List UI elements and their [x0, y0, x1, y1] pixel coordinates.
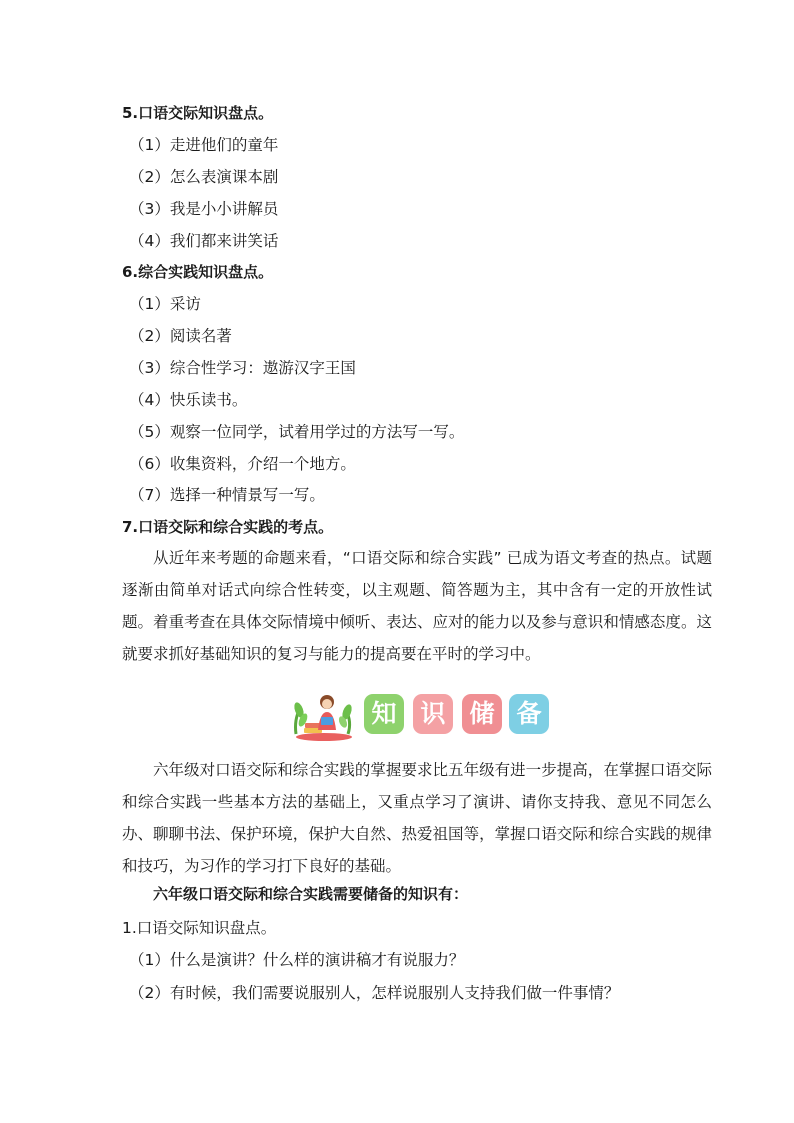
list-item: （3）综合性学习：遨游汉字王国 — [129, 359, 356, 377]
reading-girl-icon — [290, 690, 358, 742]
section5-heading: 5.口语交际知识盘点。 — [122, 104, 274, 122]
list-item: （2）阅读名著 — [129, 327, 232, 345]
section6-heading: 6.综合实践知识盘点。 — [122, 263, 274, 281]
banner-char-chu: 储 — [462, 694, 502, 734]
list-item: （4）我们都来讲笑话 — [129, 232, 279, 250]
intro-paragraph: 六年级对口语交际和综合实践的掌握要求比五年级有进一步提高，在掌握口语交际和综合实践一些基本方法的基础上，又重点学习了演讲、请你支持我、意见不同怎么办、聊聊书法、保护环境，保护大自然、热爱祖国等，掌握口语交际和综合实践的规律和技巧，为习作的学习打下良好的基础。 — [122, 761, 712, 875]
list-item: （6）收集资料，介绍一个地方。 — [129, 455, 356, 473]
intro-bold-line: 六年级口语交际和综合实践需要储备的知识有： — [153, 885, 469, 903]
list-item: （1）采访 — [129, 295, 201, 313]
banner-char-zhi: 知 — [364, 694, 404, 734]
knowledge-banner — [290, 688, 552, 744]
list-item: （2）有时候，我们需要说服别人，怎样说服别人支持我们做一件事情？ — [129, 984, 620, 1002]
section7-paragraph: 从近年来考题的命题来看，“口语交际和综合实践” 已成为语文考查的热点。试题逐渐由简单对话式向综合性转变，以主观题、简答题为主，其中含有一定的开放性试题。着重考查在具体交际情境中倾听、表达、应对的能力以及参与意识和情感态度。这就要求抓好基础知识的复习与能力的提高要在平时的学习中。 — [122, 549, 712, 663]
list-item: （7）选择一种情景写一写。 — [129, 486, 325, 504]
banner-char-shi: 识 — [413, 694, 453, 734]
list-item: （2）怎么表演课本剧 — [129, 168, 279, 186]
section1-heading: 1.口语交际知识盘点。 — [122, 919, 277, 937]
list-item: （5）观察一位同学，试着用学过的方法写一写。 — [129, 423, 465, 441]
list-item: （1）走进他们的童年 — [129, 136, 279, 154]
list-item: （3）我是小小讲解员 — [129, 200, 279, 218]
section7-heading: 7.口语交际和综合实践的考点。 — [122, 518, 334, 536]
list-item: （1）什么是演讲？什么样的演讲稿才有说服力？ — [129, 951, 465, 969]
list-item: （4）快乐读书。 — [129, 391, 248, 409]
banner-char-bei: 备 — [509, 694, 549, 734]
